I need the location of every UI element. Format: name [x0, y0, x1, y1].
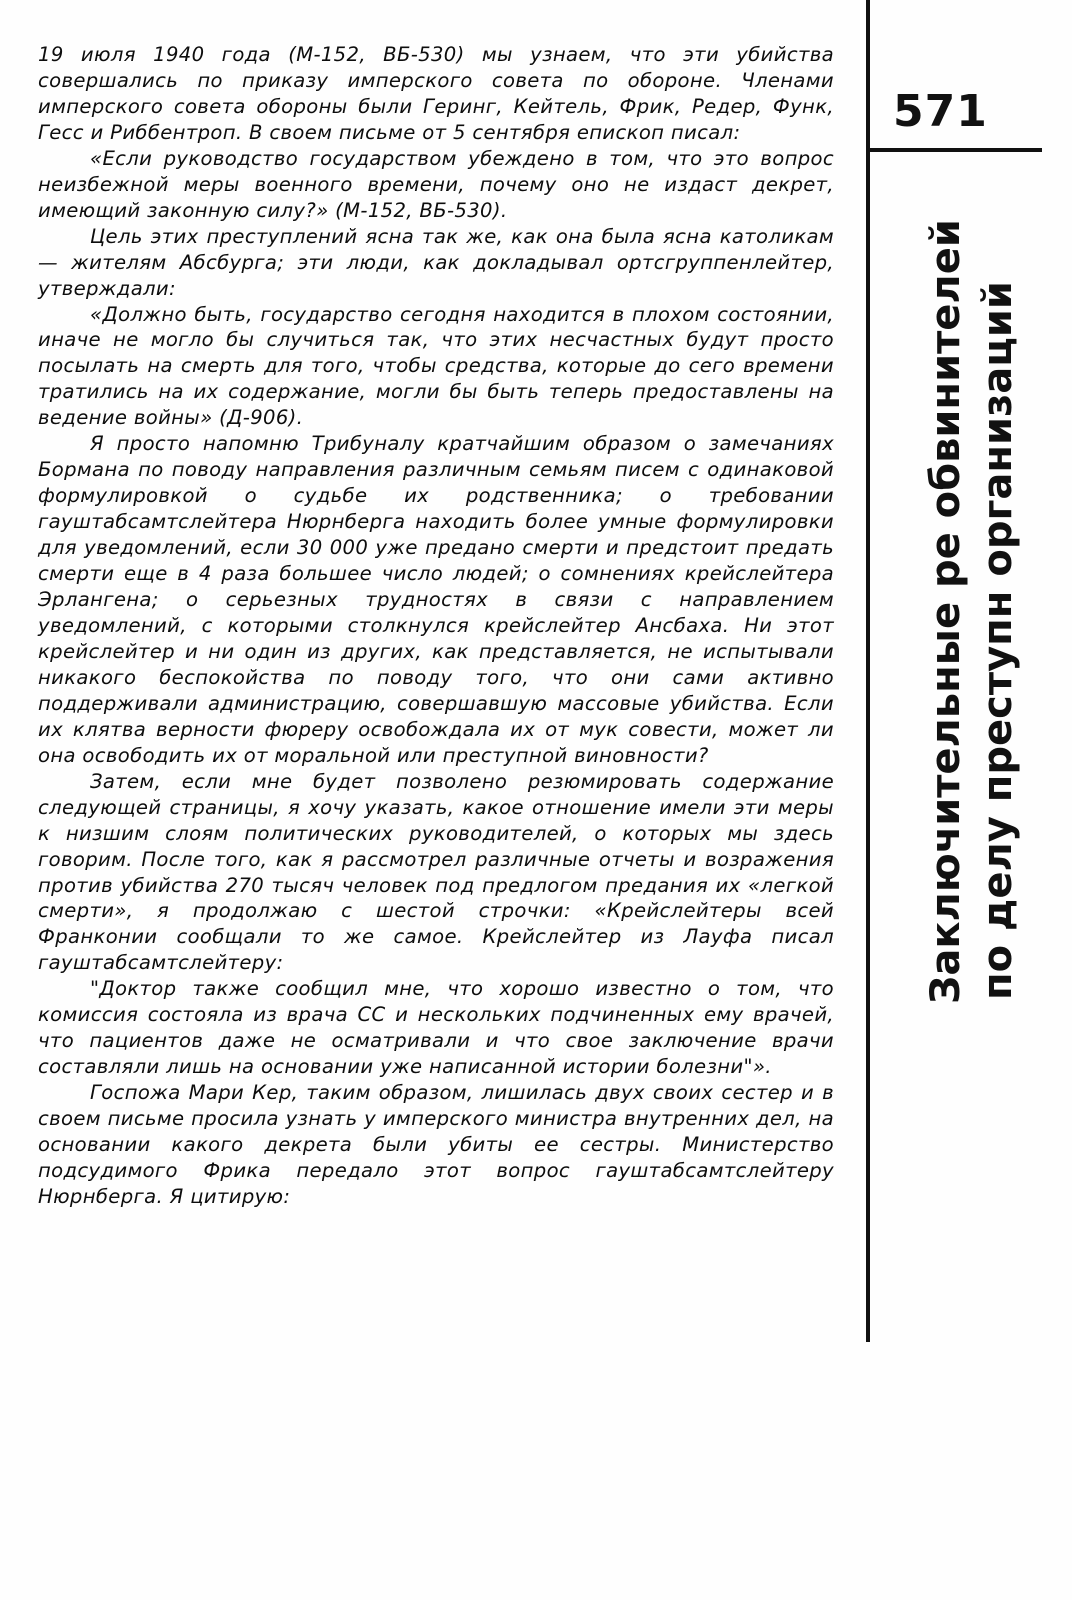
- paragraph: «Должно быть, государство сегодня находится в плохом состоянии, иначе не могло бы случиться так, что этих несчастных будут просто посылать на смерть для того, чтобы средства, которые до сего времени тратились на их содержание, могли бы быть теперь предоставлены на ведение войны» (Д-906).: [38, 302, 834, 430]
- running-title: [920, 184, 1024, 1004]
- running-title-line-2: по делу преступн организаций: [975, 281, 1021, 1000]
- paragraph: Госпожа Мари Кер, таким образом, лишилась двух своих сестер и в своем письме просила узнать у имперского министра внутренних дел, на основании какого декрета были убиты ее сестры. Министерство подсудимого Фрика передало этот вопрос гауштабсамтслейтеру Нюрнберга. Я цитирую:: [38, 1081, 834, 1208]
- paragraph: «Если руководство государством убеждено в том, что это вопрос неизбежной меры военного времени, почему оно не издаст декрет, имеющий законную силу?» (М-152, ВБ-530).: [38, 146, 834, 222]
- paragraph: 19 июля 1940 года (М-152, ВБ-530) мы узнаем, что эти убийства совершались по приказу имперского совета по обороне. Членами имперского совета обороны были Геринг, Кейтель, Фрик, Редер, Функ, Гесс и Риббентроп. В своем письме от 5 сентября епископ писал:: [38, 43, 834, 144]
- page-number: 571: [893, 86, 988, 137]
- paragraph: Цель этих преступлений ясна так же, как она была ясна католикам — жителям Абсбурга; эти люди, как докладывал ортсгруппенлейтер, утверждали:: [38, 224, 834, 300]
- running-title-line-1: Заключительные ре обвинителей: [923, 219, 969, 1004]
- horizontal-rule: [866, 148, 1042, 152]
- paragraph: "Доктор также сообщил мне, что хорошо известно о том, что комиссия состояла из врача СС и нескольких подчиненных ему врачей, что пациентов даже не осматривали и что свое заключение врачи составляли лишь на основании уже написанной истории болезни"».: [38, 977, 834, 1079]
- paragraph: Я просто напомню Трибуналу кратчайшим образом о замечаниях Бормана по поводу направления различным семьям писем с одинаковой формулировкой о судьбе их родственника; о требовании гауштабсамтслейтера Нюрнберга находить более умные формулировки для уведомлений, если 30 000 уже предано смерти и предстоит предать смерти еще в 4 раза большее число людей; о сомнениях крейслейтера Эрлангена; о серьезных трудностях в связи с направлением уведомлений, с которыми столкнулся крейслейтер Ансбаха. Ни этот крейслейтер и ни один из других, как представляется, не испытывали никакого беспокойства по поводу того, что они сами активно поддерживали администрацию, совершавшую массовые убийства. Если их клятва верности фюреру освобождала их от мук совести, может ли она освободить их от моральной или преступной виновности?: [38, 432, 834, 767]
- main-text: [38, 42, 834, 1210]
- vertical-rule: [866, 0, 870, 1342]
- paragraph: Затем, если мне будет позволено резюмировать содержание следующей страницы, я хочу указать, какое отношение имели эти меры к низшим слоям политических руководителей, о которых мы здесь говорим. После того, как я рассмотрел различные отчеты и возражения против убийства 270 тысяч человек под предлогом предания их «легкой смерти», я продолжаю с шестой строчки: «Крейслейтеры всей Франконии сообщали то же самое. Крейслейтер из Лауфа писал гауштабсамтслейтеру:: [38, 769, 834, 975]
